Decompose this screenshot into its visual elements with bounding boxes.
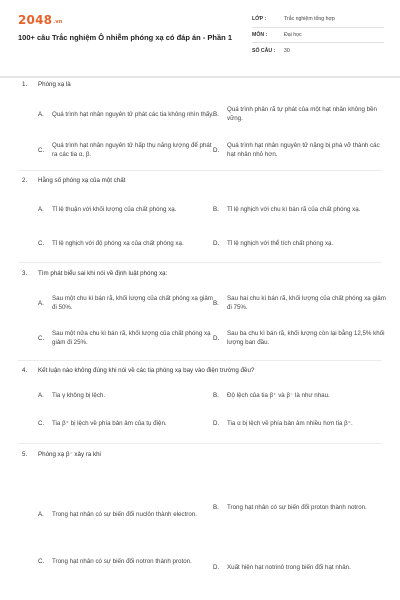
meta-row-subject [252,28,384,44]
question-4-option-a[interactable]: A. Tia γ không bị lệch. [38,391,106,399]
meta-row-class [252,12,384,28]
question-separator [18,443,382,444]
question-3-option-c[interactable]: C. Sau một nửa chu kì bán rã, khối lượng của chất phóng xạ giảm đi 25%. [38,330,211,346]
meta-label: LỚP : [252,16,267,23]
question-5-option-b[interactable]: B. Trong hạt nhân có sự biến đổi proton thành notron. [213,503,367,511]
site-logo[interactable] [18,13,63,27]
question-5-option-c[interactable]: C. Trong hạt nhân có sự biến đổi notron thành proton. [38,557,192,565]
question-3-text: 3. Tìm phát biểu sai khi nói về định luật phóng xạ: [22,270,168,277]
page-title: 100+ câu Trắc nghiệm Ô nhiễm phóng xạ có đáp án - Phần 1 [18,33,233,42]
question-4-option-d[interactable]: D. Tia α bị lệch về phía bản âm nhiều hơn tia β⁺. [213,419,353,427]
meta-label: SỐ CÂU : [252,47,276,54]
question-5-option-a[interactable]: A. Trong hạt nhân có sự biến đổi nuclôn thành electron. [38,510,197,518]
question-4-option-b[interactable]: B. Độ lệch của tia β⁺ và β⁻ là như nhau. [213,391,330,399]
question-4-option-c[interactable]: C. Tia β⁺ bị lệch về phía bản âm của tụ điện. [38,419,167,427]
question-4-text: 4. Kết luận nào không đúng khi nói về các tia phóng xạ bay vào điện trường đều? [22,367,255,374]
meta-info [252,12,384,59]
question-3-option-b[interactable]: B. Sau hai chu kì bán rã, khối lượng của chất phóng xạ giảm đi 75%. [213,295,386,311]
meta-label: MÔN : [252,31,268,38]
question-1-option-b[interactable]: B. Quá trình phân rã tự phát của một hạt nhân không bền vững. [213,106,377,122]
question-separator [18,262,382,263]
page-header [0,0,400,68]
question-2-option-a[interactable]: A. Tỉ lệ thuận với khối lượng của chất phóng xạ. [38,205,177,213]
question-2-option-b[interactable]: B. Tỉ lệ nghịch với chu kì bán rã của chất phóng xạ. [213,205,361,213]
question-1-option-d[interactable]: D. Quá trình hạt nhân nguyên tử nặng bị phá vỡ thành các hạt nhân nhỏ hơn. [213,142,380,158]
question-separator [18,360,382,361]
question-2-option-c[interactable]: C. Tỉ lệ nghịch với độ phóng xạ của chất phóng xạ. [38,239,184,247]
question-1-text: 1. Phóng xạ là [22,81,71,88]
logo-suffix: .vn [53,19,63,25]
meta-value: Trắc nghiệm tổng hợp [284,16,335,23]
question-5-option-d[interactable]: D. Xuất hiện hạt notrinô trong biến đổi hạt nhân. [213,563,351,571]
logo-text: 2048 [18,13,53,27]
question-5-text: 5. Phóng xạ β⁻ xảy ra khi [22,451,101,458]
question-1-option-a[interactable]: A. Quá trình hạt nhân nguyên tử phát các tia không nhìn thấy. [38,110,214,118]
meta-row-count [252,43,384,59]
question-2-text: 2. Hằng số phóng xạ của một chất [22,177,126,184]
question-separator [18,170,382,171]
meta-value: Đại học [284,31,302,38]
header-divider [0,76,400,78]
question-3-option-d[interactable]: D. Sau ba chu kì bán rã, khối lượng còn lại bằng 12,5% khối lượng ban đầu. [213,330,385,346]
question-2-option-d[interactable]: D. Tỉ lệ nghịch với thể tích chất phóng xạ. [213,239,334,247]
meta-value: 30 [284,47,290,54]
question-3-option-a[interactable]: A. Sau một chu kì bán rã, khối lượng của chất phóng xạ giảm đi 50%. [38,295,213,311]
question-1-option-c[interactable]: C. Quá trình hạt nhân nguyên tử hấp thụ năng lượng để phát ra các tia α, β. [38,142,212,158]
